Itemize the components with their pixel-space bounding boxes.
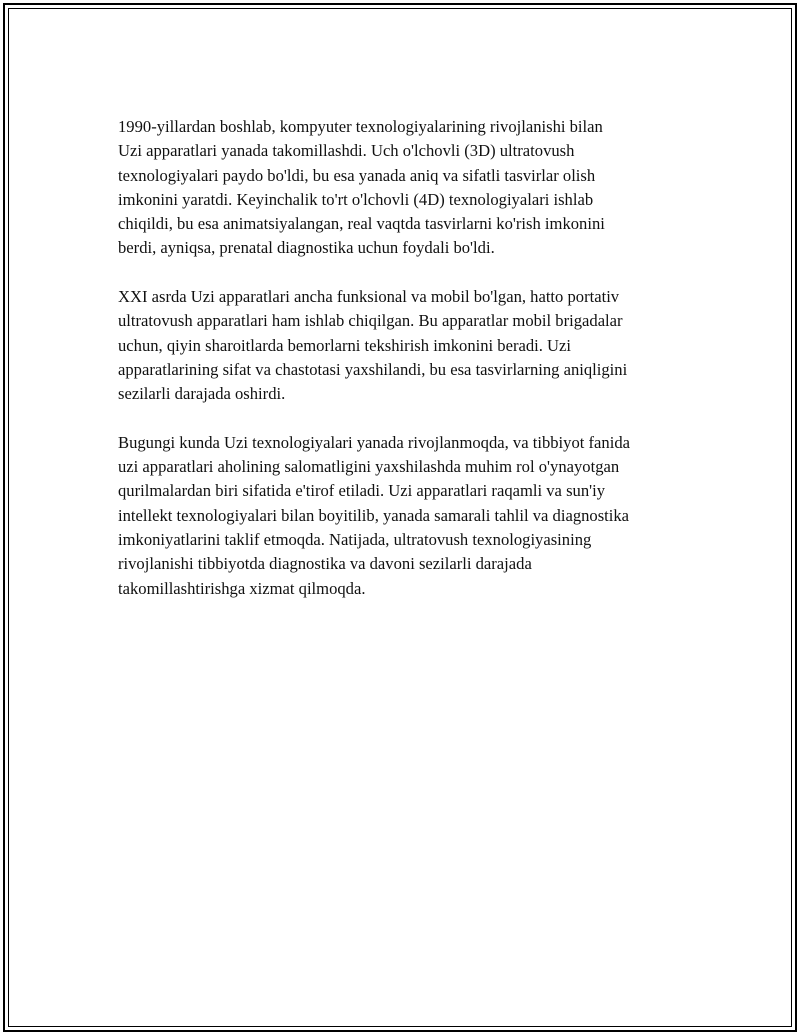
text-line: uzi apparatlari aholining salomatligini yaxshilashda muhim rol o'ynayotgan: [118, 457, 620, 477]
text-line: Uzi apparatlari yanada takomillashdi. Uch o'lchovli (3D) ultratovush: [118, 141, 575, 161]
text-line: Bugungi kunda Uzi texnologiyalari yanada rivojlanmoqda, va tibbiyot fanida: [118, 432, 630, 452]
text-line: imkoniyatlarini taklif etmoqda. Natijada, ultratovush texnologiyasining: [118, 530, 592, 550]
text-line: chiqildi, bu esa animatsiyalangan, real vaqtda tasvirlarni ko'rish imkonini: [118, 214, 605, 234]
document-body: [118, 115, 698, 625]
text-line: XXI asrda Uzi apparatlari ancha funksional va mobil bo'lgan, hatto portativ: [118, 287, 620, 307]
text-line: rivojlanishi tibbiyotda diagnostika va davoni sezilarli darajada: [118, 554, 532, 574]
text-line: 1990-yillardan boshlab, kompyuter texnologiyalarining rivojlanishi bilan: [118, 117, 603, 136]
paragraph-1: [118, 115, 698, 261]
text-line: ultratovush apparatlari ham ishlab chiqilgan. Bu apparatlar mobil brigadalar: [118, 311, 623, 331]
paragraph-2: [118, 285, 698, 406]
text-line: intellekt texnologiyalari bilan boyitilib, yanada samarali tahlil va diagnostika: [118, 505, 630, 525]
text-line: berdi, ayniqsa, prenatal diagnostika uchun foydali bo'ldi.: [118, 238, 495, 258]
text-line: apparatlarining sifat va chastotasi yaxshilandi, bu esa tasvirlarning aniqligini: [118, 359, 628, 379]
text-line: takomillashtirishga xizmat qilmoqda.: [118, 578, 366, 598]
paragraph-3: [118, 431, 698, 601]
text-line: sezilarli darajada oshirdi.: [118, 384, 286, 404]
text-line: uchun, qiyin sharoitlarda bemorlarni tekshirish imkonini beradi. Uzi: [118, 335, 571, 355]
text-line: texnologiyalari paydo bo'ldi, bu esa yanada aniq va sifatli tasvirlar olish: [118, 165, 596, 185]
text-line: qurilmalardan biri sifatida e'tirof etiladi. Uzi apparatlari raqamli va sun'iy: [118, 481, 606, 501]
text-line: imkonini yaratdi. Keyinchalik to'rt o'lchovli (4D) texnologiyalari ishlab: [118, 189, 594, 209]
